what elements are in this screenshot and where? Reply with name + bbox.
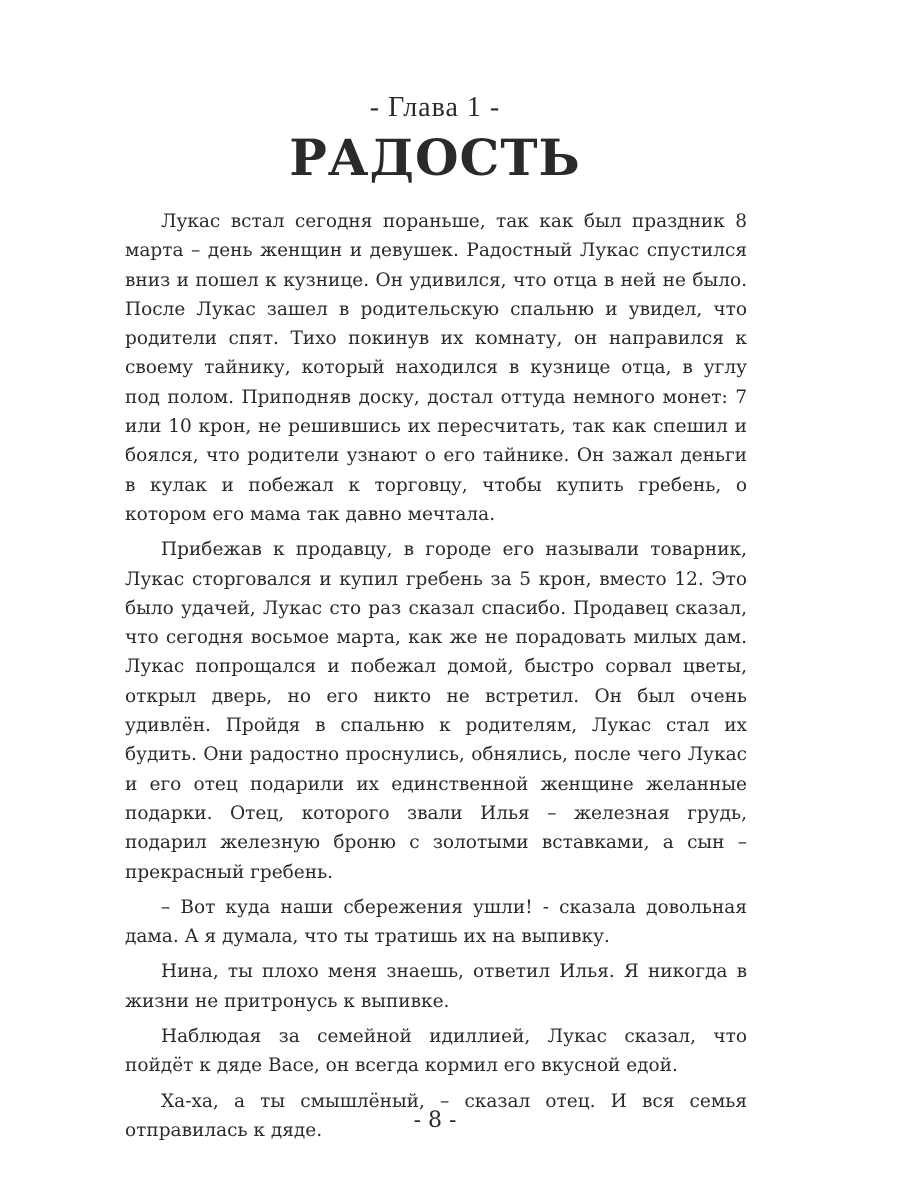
paragraph: Ха-ха, а ты смышлёный, – сказал отец. И вся семья отправилась к дяде. <box>125 1090 747 1141</box>
paragraph: Лукас встал сегодня пораньше, так как был праздник 8 марта – день женщин и девушек. Радостный Лукас спустился вниз и пошел к кузнице. Он удивился, что отца в ней не было. После Лукас зашел в родительскую спальню и увидел, что родители спят. Тихо покинув их комнату, он направился к своему тайнику, который находился в кузнице отца, в углу под полом. Приподняв доску, достал оттуда немного монет: 7 или 10 крон, не решившись их пересчитать, так как спешил и боялся, что родители узнают о его тайнике. Он зажал деньги в кулак и побежал к торговцу, чтобы купить гребень, о котором его мама так давно мечтала. <box>125 211 747 525</box>
chapter-title: РАДОСТЬ <box>289 128 581 187</box>
paragraph: – Вот куда наши сбережения ушли! - сказала довольная дама. А я думала, что ты тратишь их на выпивку. <box>125 896 747 948</box>
paragraph: Прибежав к продавцу, в городе его называли товарник, Лукас сторговался и купил гребень за 5 крон, вместо 12. Это было удачей, Лукас сто раз сказал спасибо. Продавец сказал, что сегодня восьмое марта, как же не порадовать милых дам. Лукас попрощался и побежал домой, быстро сорвал цветы, открыл дверь, но его никто не встретил. Он был очень удивлён. Пройдя в спальню к родителям, Лукас стал их будить. Они радостно проснулись, обнялись, после чего Лукас и его отец подарили их единственной женщине желанные подарки. Отец, которого звали Илья – железная грудь, подарил железную броню с золотыми вставками, а сын – прекрасный гребень. <box>125 539 747 883</box>
page-number: - 8 - <box>413 1108 457 1133</box>
paragraph: Нина, ты плохо меня знаешь, ответил Илья. Я никогда в жизни не притронусь к выпивке. <box>125 961 747 1012</box>
body-text <box>125 207 747 1151</box>
chapter-label: - Глава 1 - <box>369 92 501 123</box>
paragraph: Наблюдая за семейной идиллией, Лукас сказал, что пойдёт к дяде Васе, он всегда кормил его вкусной едой. <box>125 1026 747 1077</box>
